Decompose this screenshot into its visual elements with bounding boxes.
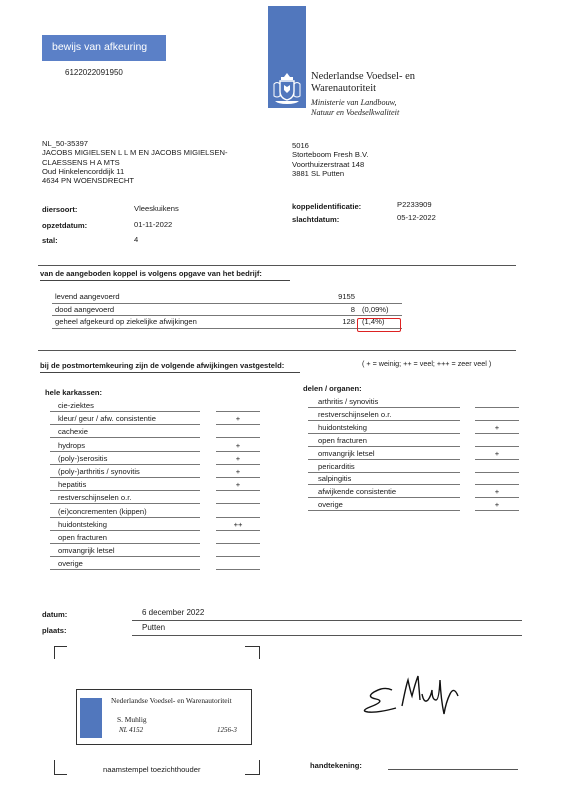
mark-line [216,437,260,438]
signature-icon [362,664,482,724]
opzetdatum-value: 01-11-2022 [134,220,173,229]
koppel-row-percentage: (1,4%) [362,317,385,327]
stamp-frame-corner [54,646,67,659]
mark-line [475,446,519,447]
afwijking-mark: + [494,448,500,458]
mark-line [475,472,519,473]
row-divider [50,530,200,531]
slaughterhouse-street: Voorthuizerstraat 148 [292,159,365,169]
farmer-id: NL_50-35397 [42,139,89,148]
afwijking-mark: + [235,467,241,476]
slaughterhouse-code: 5016 [292,141,309,150]
stamp-frame-corner [245,760,260,775]
koppel-heading: van de aangeboden koppel is volgens opgave van het bedrijf: [40,269,262,278]
document-number: 6122022091950 [65,68,123,77]
afwijking-mark: + [235,414,241,424]
slachtdatum-value: 05-12-2022 [397,213,436,222]
row-divider [308,459,460,460]
mark-line [475,510,519,511]
koppel-value: P2233909 [397,200,432,209]
row-divider [50,569,200,570]
stamp-frame-corner [245,646,260,659]
afwijking-mark: + [235,480,241,490]
row-divider [50,451,200,452]
afwijking-mark: + [494,487,500,497]
afwijking-label: cie-ziektes [58,401,94,410]
koppel-row-label: dood aangevoerd [55,304,115,314]
farmer-name-2: CLAESSENS H A MTS [42,157,120,167]
row-divider [50,411,200,412]
row-divider [50,424,200,425]
slaughterhouse-name: Storteboom Fresh B.V. [292,150,369,160]
mark-line [216,411,260,412]
name-stamp: Nederlandse Voedsel- en Warenautoriteit S. Muhlig NL 4152 1256-3 [76,689,252,745]
afwijking-label: restverschijnselen o.r. [318,409,392,419]
row-divider [50,503,200,504]
mark-line [475,497,519,498]
row-divider [50,543,200,544]
row-divider [308,510,460,511]
row-divider [50,477,200,478]
row-divider [52,328,402,329]
org-name: Nederlandse Voedsel- en Warenautoriteit [311,71,415,95]
org-subtitle: Ministerie van Landbouw, Natuur en Voedselkwaliteit [311,98,400,117]
slaughterhouse-address [292,141,369,178]
koppel-row-value: 9155 [338,292,355,301]
afwijking-label: overige [58,559,83,569]
stal-value: 4 [134,235,139,244]
row-divider [308,420,460,421]
mark-line [216,503,260,504]
datum-label: datum: [42,610,68,619]
afwijking-mark: ++ [233,519,243,529]
afwijking-label: salpingitis [318,474,352,484]
afwijking-mark: + [494,422,500,432]
mark-line [216,517,260,518]
afwijking-label: hydrops [58,440,86,450]
afwijking-label: huidontsteking [318,422,367,432]
farmer-name-1: JACOBS MIGIELSEN L L M EN JACOBS MIGIELSEN- [42,148,228,158]
mark-line [475,459,519,460]
afwijking-label: (poly-)serositis [58,453,108,463]
afwijking-label: pericarditis [318,461,355,471]
row-divider [50,490,200,491]
diersoort-label: diersoort: [42,205,78,214]
mark-line [475,420,519,421]
slaughterhouse-city: 3881 SL Putten [292,168,345,178]
logo-bar [268,6,306,108]
plaats-label: plaats: [42,626,67,635]
afwijking-label: hepatitis [58,480,87,490]
row-divider [308,446,460,447]
mark-line [475,433,519,434]
afwijking-label: omvangrijk letsel [58,546,115,556]
afwijking-label: omvangrijk letsel [318,448,375,458]
mark-line [216,543,260,544]
farmer-city: 4634 PN WOENSDRECHT [42,176,134,186]
stamp-frame-corner [54,760,67,775]
mark-line [216,424,260,425]
mark-line [216,530,260,531]
diersoort-value: Vleeskuikens [134,204,179,213]
row-divider [52,315,402,316]
row-divider [308,497,460,498]
mark-line [216,451,260,452]
crest-icon [270,70,304,106]
row-divider [50,517,200,518]
signature-label: handtekening: [310,761,362,770]
afwijking-label: kleur/ geur / afw. consistentie [58,414,156,424]
mark-line [216,490,260,491]
afwijking-label: open fracturen [318,435,367,445]
legend-text: ( + = weinig; ++ = veel; +++ = zeer veel ) [362,359,492,368]
mark-line [216,556,260,557]
afwijking-label: open fracturen [58,533,107,542]
carcass-heading: hele karkassen: [45,388,102,397]
datum-value: 6 december 2022 [142,608,205,617]
row-divider [50,464,200,465]
koppel-row-label: levend aangevoerd [55,292,120,301]
afwijking-mark: + [494,500,500,510]
plaats-value: Putten [142,623,166,632]
koppel-row-value: 8 [350,304,355,314]
farmer-address [42,139,228,185]
afwijking-label: arthritis / synovitis [318,397,379,406]
stamp-caption: naamstempel toezichthouder [103,765,201,774]
mark-line [475,407,519,408]
organ-heading: delen / organen: [303,384,362,393]
highlight-box [357,318,401,332]
koppel-row-value: 128 [342,317,355,327]
afwijking-mark: + [235,453,241,463]
row-divider [52,303,402,304]
koppel-label: koppelidentificatie: [292,202,362,211]
afwijking-label: (poly-)arthritis / synovitis [58,467,140,476]
mark-line [475,484,519,485]
row-divider [308,433,460,434]
afwijking-label: restverschijnselen o.r. [58,493,132,503]
stamp-logo-icon [80,698,102,738]
row-divider [50,437,200,438]
afwijking-label: afwijkende consistentie [318,487,397,497]
koppel-row-percentage: (0,09%) [362,304,389,314]
slachtdatum-label: slachtdatum: [292,215,340,224]
mark-line [216,569,260,570]
afwijking-label: cachexie [58,427,88,437]
row-divider [308,472,460,473]
row-divider [308,484,460,485]
mark-line [216,464,260,465]
opzetdatum-label: opzetdatum: [42,221,88,230]
postmortem-heading: bij de postmortemkeuring zijn de volgende afwijkingen vastgesteld: [40,361,285,370]
row-divider [50,556,200,557]
farmer-street: Oud Hinkelencorddijk 11 [42,166,125,176]
row-divider [308,407,460,408]
koppel-row-label: geheel afgekeurd op ziekelijke afwijkingen [55,317,197,327]
document-title: bewijs van afkeuring [42,35,166,61]
afwijking-label: (ei)concrementen (kippen) [58,506,147,516]
afwijking-label: overige [318,500,343,510]
stal-label: stal: [42,236,58,245]
afwijking-label: huidontsteking [58,519,107,529]
mark-line [216,477,260,478]
afwijking-mark: + [235,440,241,450]
